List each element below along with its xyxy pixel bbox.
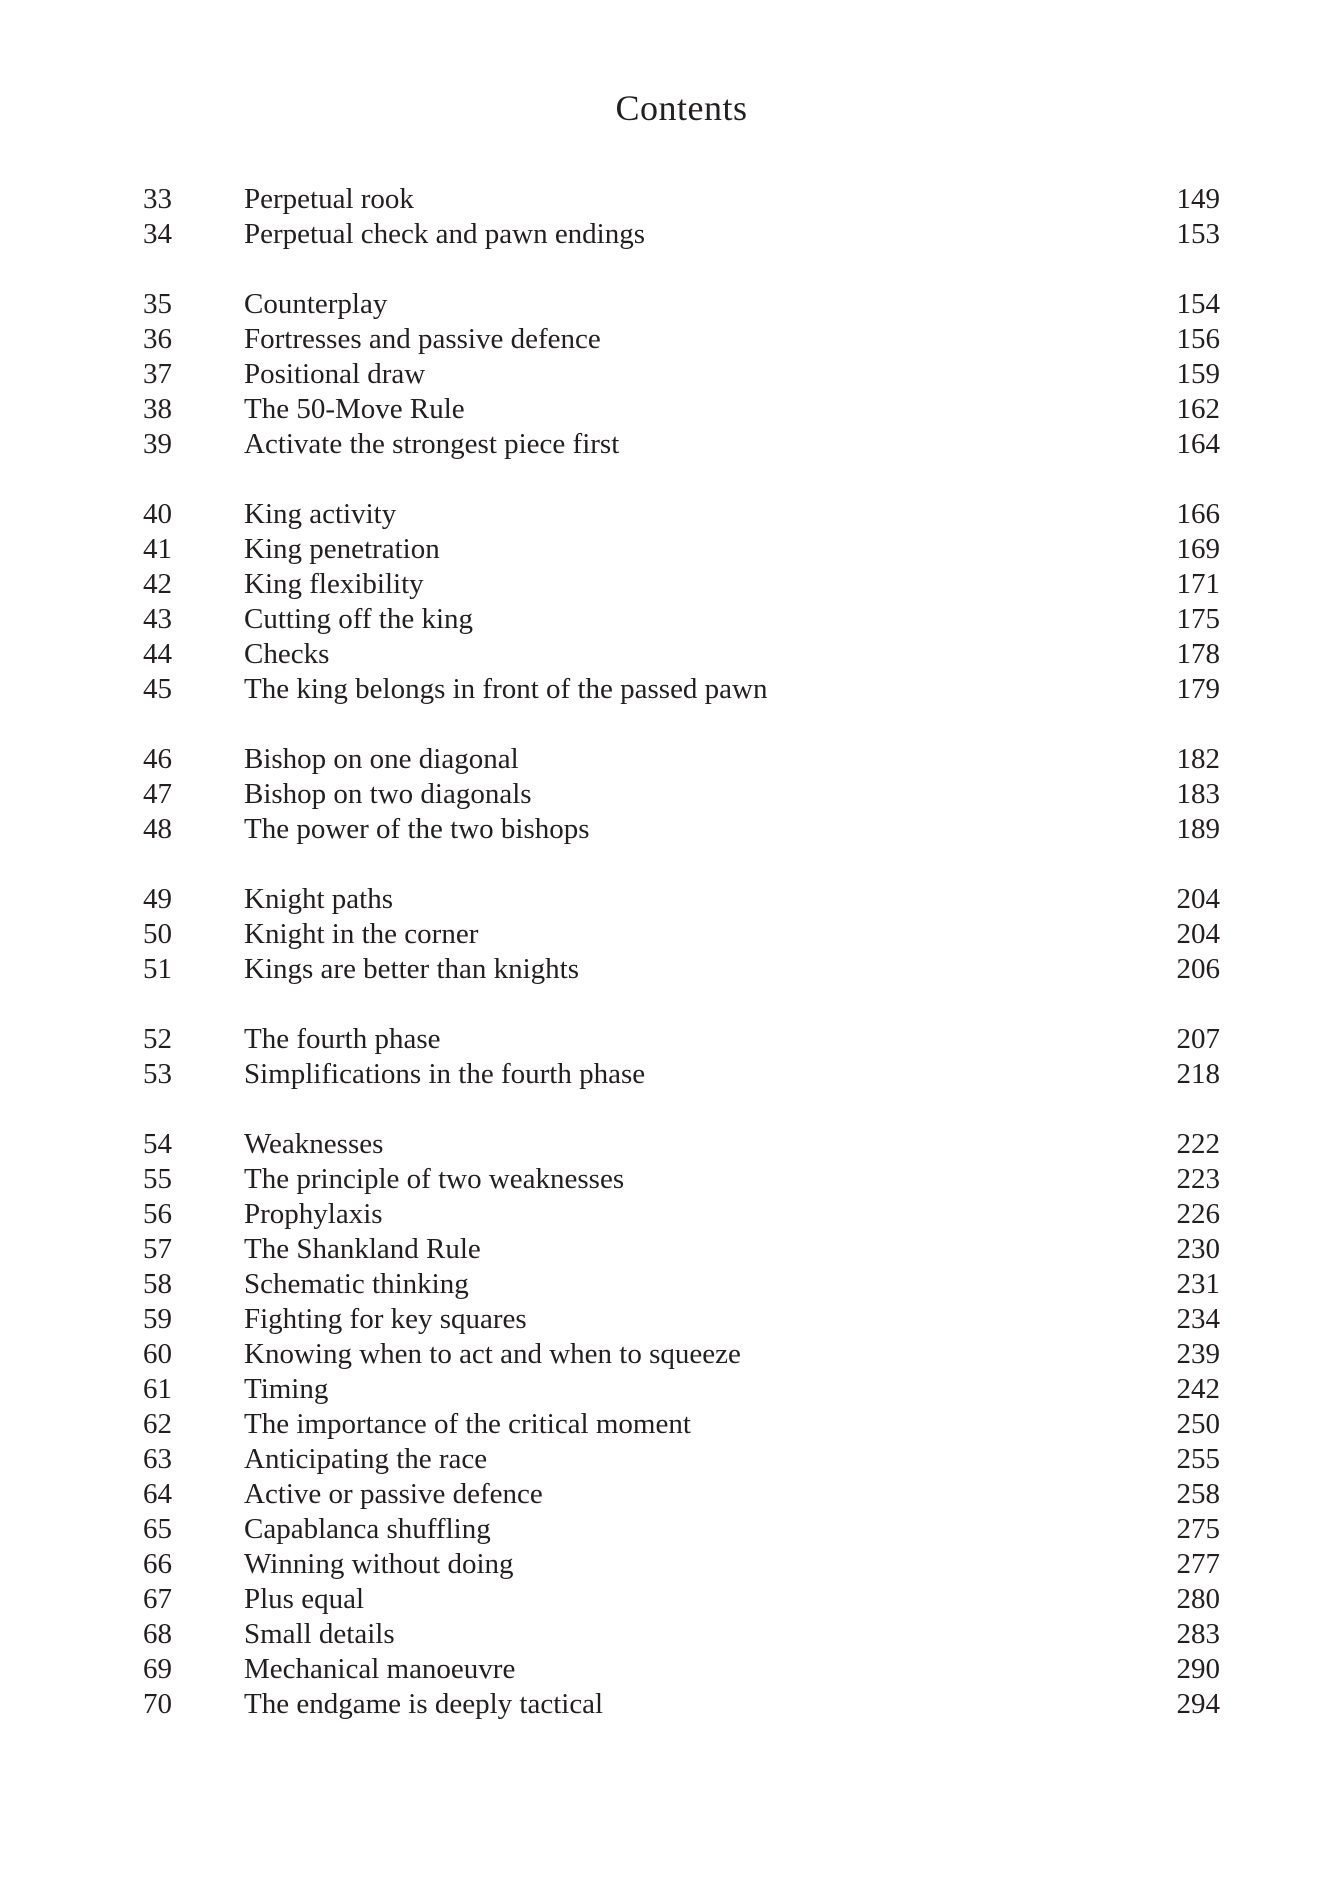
toc-entry	[143, 322, 1220, 357]
chapter-number: 57	[143, 1233, 172, 1265]
page-number: 179	[1176, 673, 1220, 705]
toc-entry	[143, 602, 1220, 637]
chapter-number: 46	[143, 743, 172, 775]
chapter-number: 43	[143, 603, 172, 635]
page-number: 154	[1176, 288, 1220, 320]
page-number: 162	[1176, 393, 1220, 425]
page-number: 149	[1176, 183, 1220, 215]
chapter-number: 60	[143, 1338, 172, 1370]
page-number: 206	[1176, 953, 1220, 985]
toc-group	[143, 287, 1220, 462]
chapter-title: Small details	[244, 1618, 395, 1650]
chapter-title: The Shankland Rule	[244, 1233, 481, 1265]
toc-entry	[143, 742, 1220, 777]
page-number: 182	[1176, 743, 1220, 775]
chapter-number: 69	[143, 1653, 172, 1685]
page-number: 204	[1176, 918, 1220, 950]
chapter-title: Knight in the corner	[244, 918, 479, 950]
chapter-title: Winning without doing	[244, 1548, 514, 1580]
page-number: 207	[1176, 1023, 1220, 1055]
chapter-number: 63	[143, 1443, 172, 1475]
toc-entry	[143, 217, 1220, 252]
chapter-title: Positional draw	[244, 358, 426, 390]
page-title: Contents	[615, 88, 748, 128]
chapter-title: Weaknesses	[244, 1128, 384, 1160]
chapter-number: 67	[143, 1583, 172, 1615]
chapter-title: Knowing when to act and when to squeeze	[244, 1338, 741, 1370]
page-number: 280	[1176, 1583, 1220, 1615]
toc-entry	[143, 357, 1220, 392]
toc-entry	[143, 917, 1220, 952]
chapter-title: The power of the two bishops	[244, 813, 590, 845]
page-number: 183	[1176, 778, 1220, 810]
toc-entry	[143, 567, 1220, 602]
toc-entry	[143, 497, 1220, 532]
toc-entry	[143, 287, 1220, 322]
chapter-number: 37	[143, 358, 172, 390]
toc-entry	[143, 952, 1220, 987]
page-number: 218	[1176, 1058, 1220, 1090]
chapter-title: The importance of the critical moment	[244, 1408, 691, 1440]
page-number: 166	[1176, 498, 1220, 530]
chapter-number: 42	[143, 568, 172, 600]
chapter-title: Mechanical manoeuvre	[244, 1653, 516, 1685]
chapter-title: King activity	[244, 498, 397, 530]
chapter-title: Perpetual check and pawn endings	[244, 218, 646, 250]
chapter-title: Knight paths	[244, 883, 394, 915]
chapter-number: 49	[143, 883, 172, 915]
toc-entry	[143, 1162, 1220, 1197]
toc-entry	[143, 1232, 1220, 1267]
toc-entry	[143, 777, 1220, 812]
toc-entry	[143, 1547, 1220, 1582]
toc-entry	[143, 1127, 1220, 1162]
chapter-number: 36	[143, 323, 172, 355]
page-number: 231	[1176, 1268, 1220, 1300]
chapter-title: Bishop on one diagonal	[244, 743, 519, 775]
chapter-title: Perpetual rook	[244, 183, 414, 215]
page-number: 153	[1176, 218, 1220, 250]
page-number: 204	[1176, 883, 1220, 915]
chapter-title: The endgame is deeply tactical	[244, 1688, 604, 1720]
toc-entry	[143, 1477, 1220, 1512]
chapter-title: The 50-Move Rule	[244, 393, 465, 425]
chapter-number: 45	[143, 673, 172, 705]
toc-entry	[143, 1267, 1220, 1302]
chapter-title: King penetration	[244, 533, 440, 565]
page-number: 258	[1176, 1478, 1220, 1510]
toc-entry	[143, 1022, 1220, 1057]
chapter-number: 65	[143, 1513, 172, 1545]
chapter-number: 38	[143, 393, 172, 425]
toc-group	[143, 497, 1220, 707]
chapter-number: 53	[143, 1058, 172, 1090]
chapter-title: Kings are better than knights	[244, 953, 580, 985]
chapter-number: 44	[143, 638, 172, 670]
page-number: 175	[1176, 603, 1220, 635]
chapter-title: Active or passive defence	[244, 1478, 543, 1510]
page-number: 250	[1176, 1408, 1220, 1440]
chapter-number: 52	[143, 1023, 172, 1055]
toc-entry	[143, 637, 1220, 672]
chapter-number: 50	[143, 918, 172, 950]
toc-entry	[143, 1617, 1220, 1652]
toc-entry	[143, 812, 1220, 847]
chapter-number: 56	[143, 1198, 172, 1230]
page-number: 290	[1176, 1653, 1220, 1685]
chapter-title: Fortresses and passive defence	[244, 323, 601, 355]
page-number: 277	[1176, 1548, 1220, 1580]
toc-list	[143, 182, 1220, 1722]
toc-entry	[143, 1442, 1220, 1477]
chapter-title: Simplifications in the fourth phase	[244, 1058, 646, 1090]
toc-entry	[143, 427, 1220, 462]
toc-entry	[143, 1057, 1220, 1092]
page-number: 222	[1176, 1128, 1220, 1160]
chapter-title: Fighting for key squares	[244, 1303, 527, 1335]
page-number: 242	[1176, 1373, 1220, 1405]
chapter-title: The king belongs in front of the passed pawn	[244, 673, 768, 705]
chapter-number: 41	[143, 533, 172, 565]
page-number: 189	[1176, 813, 1220, 845]
page-number: 283	[1176, 1618, 1220, 1650]
toc-entry	[143, 1372, 1220, 1407]
chapter-title: King flexibility	[244, 568, 424, 600]
chapter-title: Anticipating the race	[244, 1443, 488, 1475]
chapter-title: Counterplay	[244, 288, 388, 320]
toc-entry	[143, 392, 1220, 427]
page-number: 159	[1176, 358, 1220, 390]
toc-group	[143, 182, 1220, 252]
chapter-number: 64	[143, 1478, 172, 1510]
chapter-number: 48	[143, 813, 172, 845]
chapter-title: Bishop on two diagonals	[244, 778, 532, 810]
toc-entry	[143, 1687, 1220, 1722]
toc-entry	[143, 1652, 1220, 1687]
page-number: 164	[1176, 428, 1220, 460]
toc-entry	[143, 882, 1220, 917]
toc-group	[143, 882, 1220, 987]
page-number: 234	[1176, 1303, 1220, 1335]
chapter-title: Activate the strongest piece first	[244, 428, 620, 460]
chapter-title: Timing	[244, 1373, 329, 1405]
page-number: 169	[1176, 533, 1220, 565]
chapter-number: 54	[143, 1128, 172, 1160]
chapter-title: Checks	[244, 638, 330, 670]
chapter-number: 59	[143, 1303, 172, 1335]
chapter-title: Prophylaxis	[244, 1198, 383, 1230]
chapter-title: Plus equal	[244, 1583, 365, 1615]
chapter-number: 51	[143, 953, 172, 985]
page-number: 255	[1176, 1443, 1220, 1475]
toc-entry	[143, 1337, 1220, 1372]
toc-entry	[143, 1302, 1220, 1337]
toc-entry	[143, 672, 1220, 707]
chapter-number: 61	[143, 1373, 172, 1405]
chapter-number: 55	[143, 1163, 172, 1195]
chapter-number: 66	[143, 1548, 172, 1580]
page-number: 275	[1176, 1513, 1220, 1545]
page-number: 226	[1176, 1198, 1220, 1230]
chapter-title: Capablanca shuffling	[244, 1513, 491, 1545]
chapter-number: 58	[143, 1268, 172, 1300]
page-number: 171	[1176, 568, 1220, 600]
page-number: 230	[1176, 1233, 1220, 1265]
chapter-number: 33	[143, 183, 172, 215]
chapter-number: 62	[143, 1408, 172, 1440]
toc-entry	[143, 1407, 1220, 1442]
toc-entry	[143, 1197, 1220, 1232]
page-number: 156	[1176, 323, 1220, 355]
toc-entry	[143, 532, 1220, 567]
chapter-title: Cutting off the king	[244, 603, 474, 635]
page-number: 223	[1176, 1163, 1220, 1195]
toc-entry	[143, 1512, 1220, 1547]
chapter-title: The principle of two weaknesses	[244, 1163, 625, 1195]
page-number: 178	[1176, 638, 1220, 670]
toc-group	[143, 1127, 1220, 1722]
chapter-number: 39	[143, 428, 172, 460]
page-number: 294	[1176, 1688, 1220, 1720]
chapter-title: Schematic thinking	[244, 1268, 469, 1300]
toc-group	[143, 1022, 1220, 1092]
chapter-number: 34	[143, 218, 172, 250]
chapter-title: The fourth phase	[244, 1023, 441, 1055]
chapter-number: 35	[143, 288, 172, 320]
chapter-number: 70	[143, 1688, 172, 1720]
chapter-number: 40	[143, 498, 172, 530]
toc-entry	[143, 1582, 1220, 1617]
toc-entry	[143, 182, 1220, 217]
chapter-number: 47	[143, 778, 172, 810]
page-number: 239	[1176, 1338, 1220, 1370]
chapter-number: 68	[143, 1618, 172, 1650]
toc-group	[143, 742, 1220, 847]
